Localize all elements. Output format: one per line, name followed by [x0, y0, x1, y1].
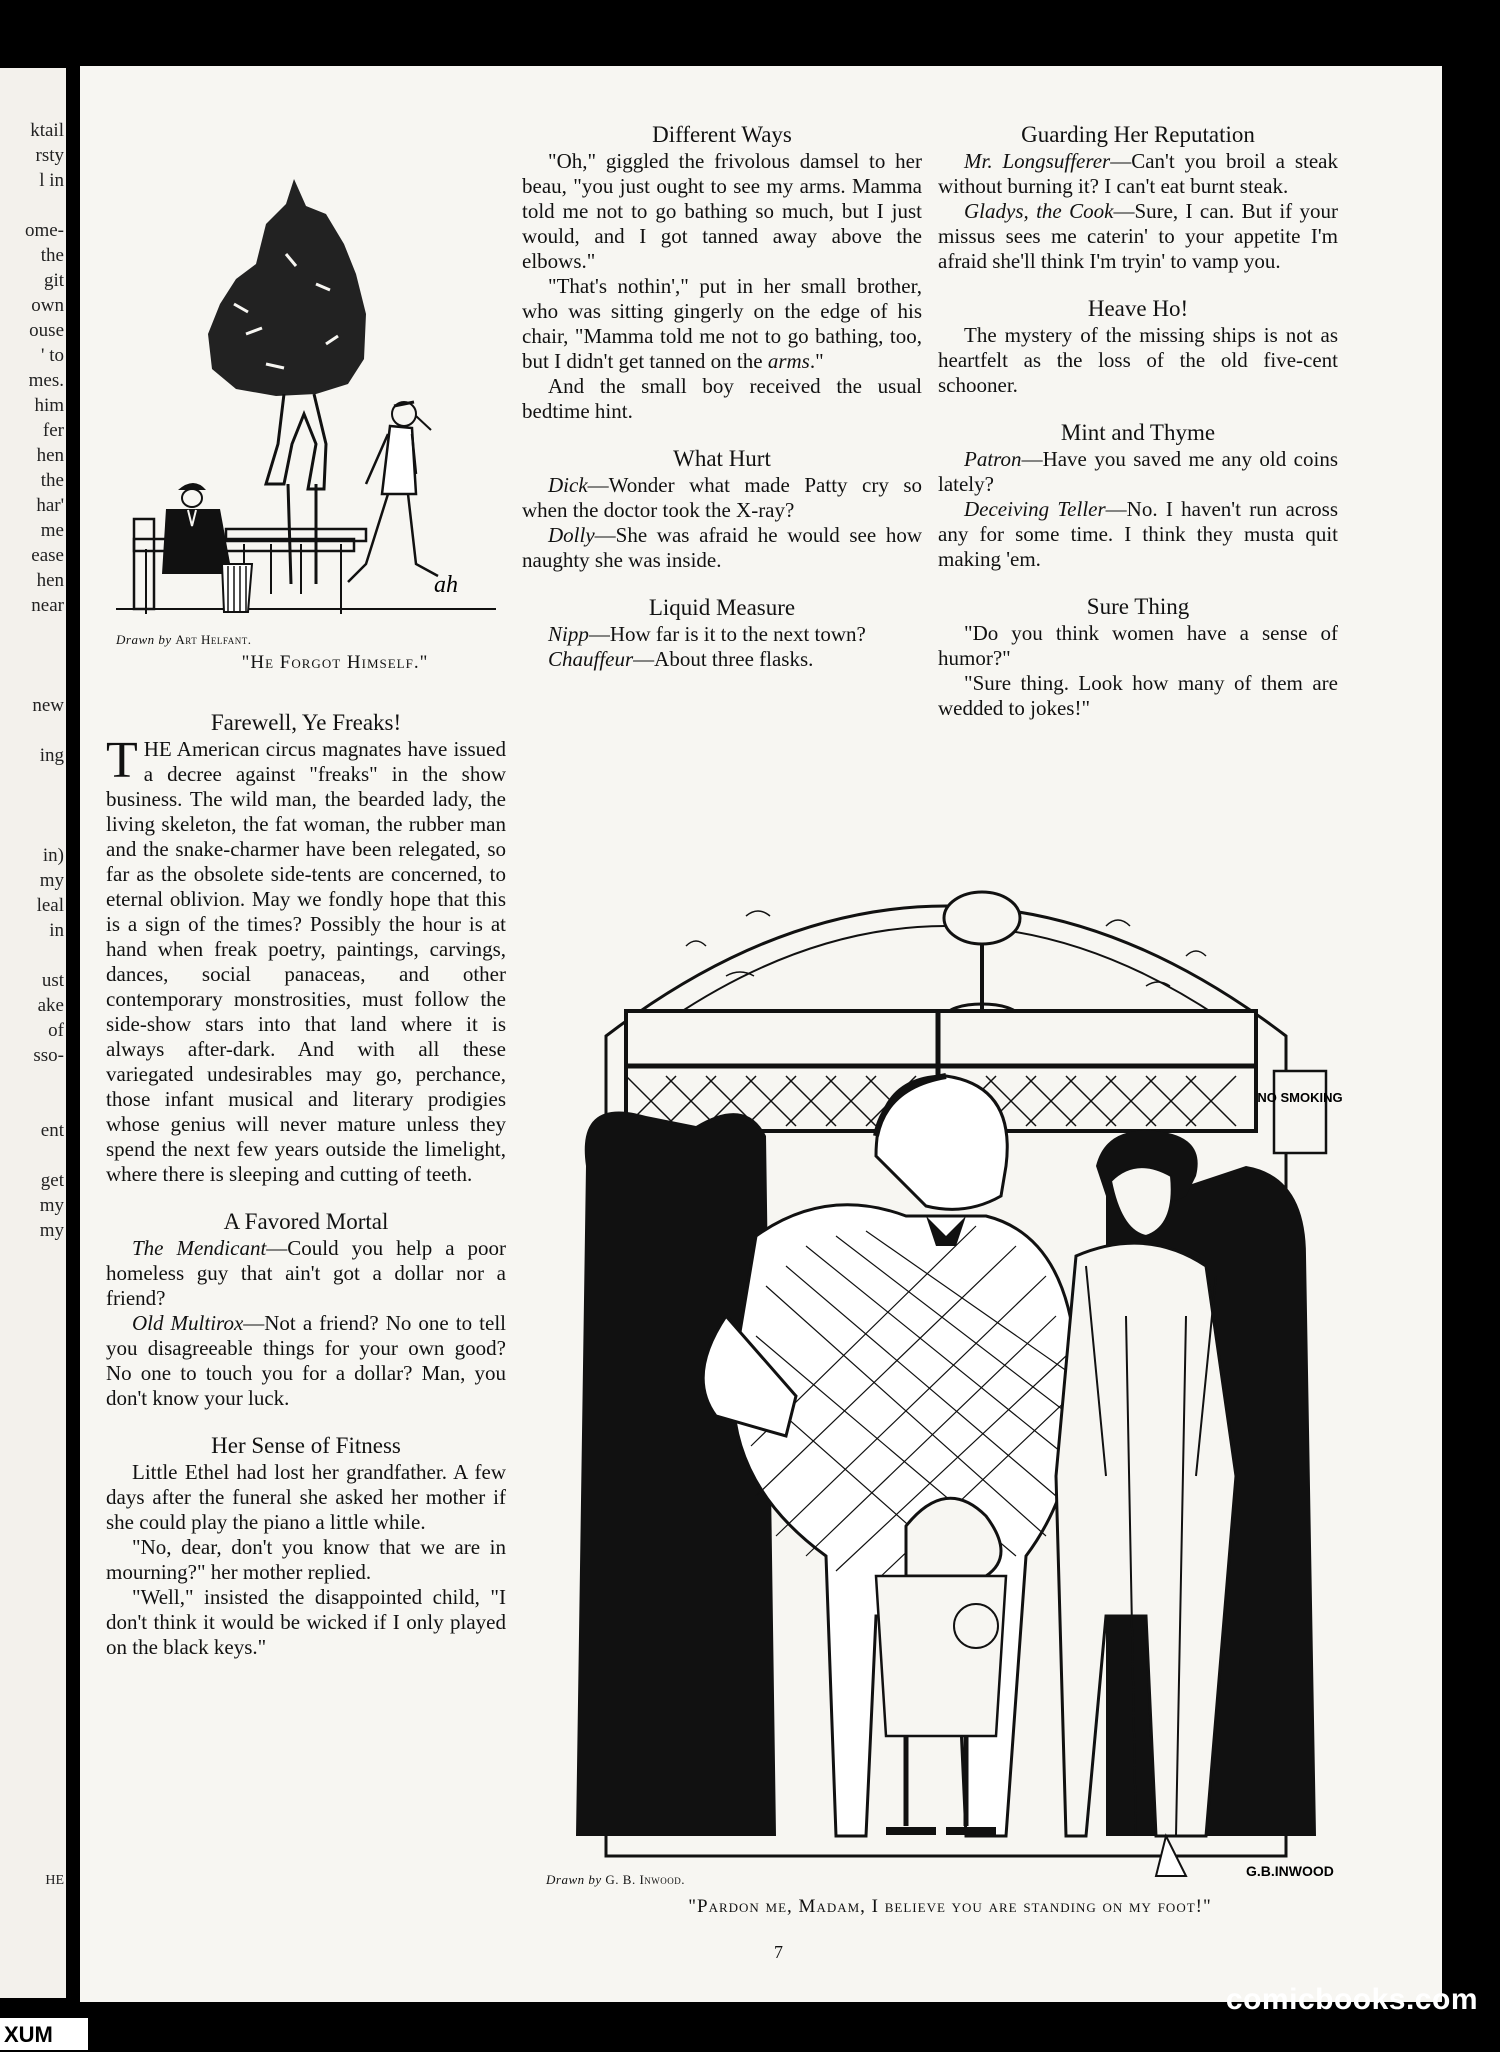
previous-page-fragment: ake — [37, 995, 64, 1016]
previous-page-fragment: har' — [36, 495, 64, 516]
edge-label: XUM — [0, 2018, 88, 2050]
previous-page-fragment: l in — [39, 170, 64, 191]
previous-page-fragment: me — [40, 520, 64, 541]
previous-page-fragment: get — [40, 1170, 64, 1191]
magazine-page — [80, 66, 1442, 2002]
sure-heading: Sure Thing — [1086, 594, 1190, 619]
previous-page-fragment: my — [39, 1220, 64, 1241]
previous-page-fragment: the — [40, 245, 64, 266]
favored-p2: Old Multirox—Not a friend? No one to tell you disagreeable things for your own good? No one to touch you for a dollar? Man, you don't know your luck. — [106, 1311, 506, 1410]
guarding-p1: Mr. Longsufferer—Can't you broil a steak without burning it? I can't eat burnt steak. — [938, 149, 1338, 198]
fitness-p1: Little Ethel had lost her grandfather. A few days after the funeral she asked her mother if she could play the piano a little while. — [106, 1460, 506, 1534]
previous-page-fragment: leal — [36, 895, 64, 916]
previous-page-fragment: ouse — [29, 320, 64, 341]
previous-page-fragment: the — [40, 470, 64, 491]
previous-page-fragment: ktail — [30, 120, 64, 141]
previous-page-fragment: fer — [42, 420, 64, 441]
column-left — [106, 710, 506, 1660]
sure-p1: "Do you think women have a sense of humor?" — [938, 621, 1338, 670]
previous-page-fragment: my — [39, 870, 64, 891]
previous-page-fragment: ' to — [41, 345, 64, 366]
hurt-heading: What Hurt — [673, 446, 771, 471]
different-p3: And the small boy received the usual bedtime hint. — [522, 374, 922, 423]
previous-page-fragment: hen — [36, 570, 64, 591]
heave-heading: Heave Ho! — [1087, 296, 1189, 321]
farewell-heading: Farewell, Ye Freaks! — [210, 710, 402, 735]
previous-page-fragment: rsty — [35, 145, 64, 166]
guarding-heading: Guarding Her Reputation — [1021, 122, 1255, 147]
previous-page-fragment: in) — [42, 845, 64, 866]
guarding-p2: Gladys, the Cook—Sure, I can. But if your missus sees me caterin' to your appetite I'm afraid she'll think I'm tryin' to vamp you. — [938, 199, 1338, 273]
favored-p1: The Mendicant—Could you help a poor homeless guy that ain't got a dollar nor a friend? — [106, 1236, 506, 1310]
cartoon1-caption: "He Forgot Himself." — [241, 652, 429, 673]
different-p2: "That's nothin'," put in her small brother, who was sitting gingerly on the edge of his chair, "Mamma told me not to go bathing, too, but I didn't get tanned on the arms." — [522, 274, 922, 373]
previous-page-fragment: ease — [31, 545, 64, 566]
fitness-p2: "No, dear, don't you know that we are in mourning?" her mother replied. — [106, 1535, 506, 1584]
previous-page-fragment: new — [32, 695, 64, 716]
page-number: 7 — [774, 1942, 783, 1962]
cartoon-illustration-park-bench — [116, 144, 521, 684]
hurt-p2: Dolly—She was afraid he would see how naughty she was inside. — [522, 523, 922, 572]
cartoon1-credit: Drawn by Art Helfant. — [116, 632, 252, 647]
previous-page-fragment: my — [39, 1195, 64, 1216]
farewell-body: THE American circus magnates have issued a decree against "freaks" in the show business. The wild man, the bearded lady, the living skeleton, the fat woman, the rubber man and the snake-charmer have been relegated, so far as the obsolete side-tents are concerned, to eternal oblivion. May we fondly hope that this is a sign of the times? Possibly the hour is at hand when freak poetry, paintings, carvings, dances, social panaceas, and other contemporary monstrosities, must follow the side-show stars into that land where it is always after-dark. And with all these variegated undesirables may go, perchance, those infant musical and literary prodigies whose genius will never mature unless they spend the next few years outside the limelight, where there is sleeping and cutting of teeth. — [106, 732, 506, 1186]
different-heading: Different Ways — [652, 122, 792, 147]
previous-page-fragment: him — [34, 395, 64, 416]
heave-p1: The mystery of the missing ships is not as heartfelt as the loss of the old five-cent schooner. — [938, 323, 1338, 397]
previous-page-fragment: ent — [40, 1120, 64, 1141]
fitness-p3: "Well," insisted the disappointed child, "I don't think it would be wicked if I only played on the black keys." — [106, 1585, 506, 1659]
liquid-heading: Liquid Measure — [648, 595, 796, 620]
watermark-logo: comicbooks.com — [1225, 1983, 1478, 2016]
mint-p2: Deceiving Teller—No. I haven't run across any for some time. I think they musta quit making 'em. — [938, 497, 1338, 571]
different-p1: "Oh," giggled the frivolous damsel to her beau, "you just ought to see my arms. Mamma told me not to go bathing so much, but I just would, and I got tanned away above the elbows." — [522, 149, 922, 273]
svg-text:G.B.INWOOD: G.B.INWOOD — [1246, 1863, 1334, 1879]
column-right — [938, 122, 1338, 721]
previous-page-fragment: HE — [45, 1873, 64, 1888]
previous-page-fragment: ust — [41, 970, 64, 991]
previous-page-fragment: in — [49, 920, 64, 941]
previous-page-fragment: ome- — [24, 220, 64, 241]
mint-heading: Mint and Thyme — [1060, 420, 1216, 445]
mint-p1: Patron—Have you saved me any old coins lately? — [938, 447, 1338, 496]
previous-page-fragment: mes. — [28, 370, 64, 391]
cartoon2-caption: "Pardon me, Madam, I believe you are standing on my foot!" — [688, 1896, 1212, 1917]
previous-page-edge — [0, 68, 66, 1998]
column-middle — [522, 122, 922, 672]
svg-text:NO SMOKING: NO SMOKING — [1257, 1090, 1343, 1105]
previous-page-fragment: git — [43, 270, 64, 291]
favored-heading: A Favored Mortal — [223, 1209, 389, 1234]
hurt-p1: Dick—Wonder what made Patty cry so when the doctor took the X-ray? — [522, 473, 922, 522]
cartoon2-credit: Drawn by G. B. Inwood. — [546, 1872, 686, 1887]
previous-page-fragment: own — [31, 295, 64, 316]
sure-p2: "Sure thing. Look how many of them are wedded to jokes!" — [938, 671, 1338, 720]
previous-page-fragment: near — [31, 595, 64, 616]
liquid-p1: Nipp—How far is it to the next town? — [548, 622, 866, 646]
previous-page-fragment: ing — [39, 745, 64, 766]
liquid-p2: Chauffeur—About three flasks. — [548, 647, 814, 671]
previous-page-fragment: sso- — [33, 1045, 64, 1066]
previous-page-fragment: of — [48, 1020, 64, 1041]
previous-page-fragment: hen — [36, 445, 64, 466]
fitness-heading: Her Sense of Fitness — [211, 1433, 401, 1458]
svg-text:ah: ah — [434, 572, 458, 598]
cartoon-illustration-crowded-car — [546, 836, 1366, 1946]
